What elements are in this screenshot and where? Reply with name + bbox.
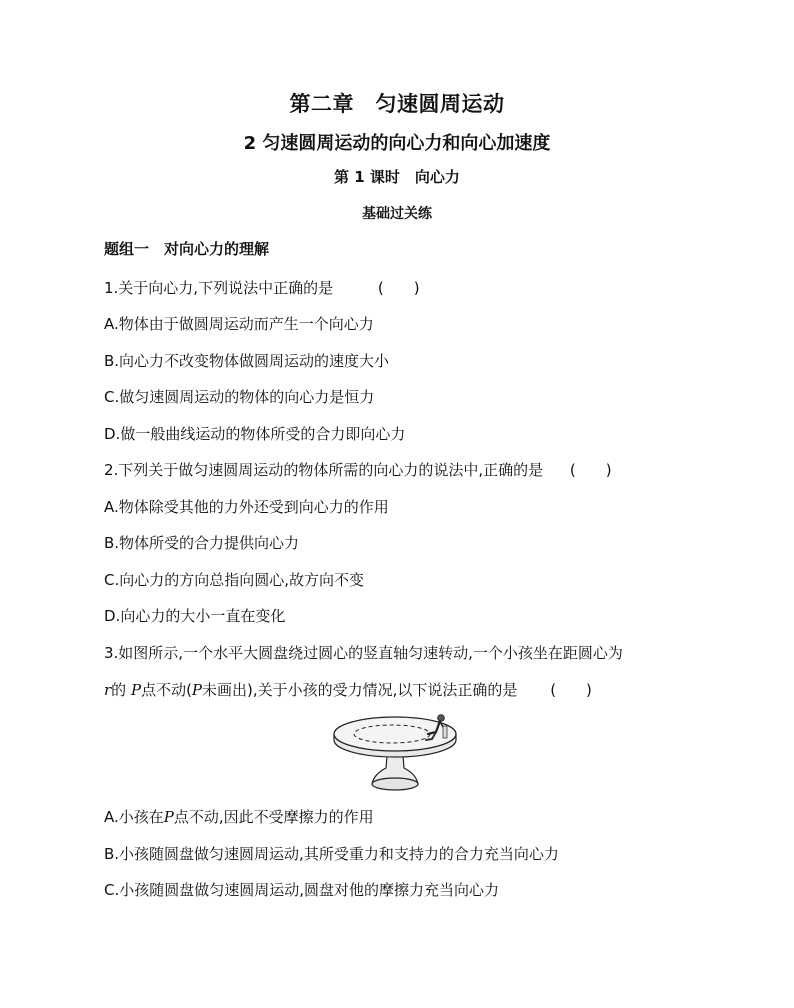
var-r: r bbox=[104, 681, 112, 699]
question-2-text: 2.下列关于做匀速圆周运动的物体所需的向心力的说法中,正确的是 bbox=[104, 461, 544, 479]
question-1-option-a: A.物体由于做圆周运动而产生一个向心力 bbox=[104, 315, 374, 333]
question-3-option-b: B.小孩随圆盘做匀速圆周运动,其所受重力和支持力的合力充当向心力 bbox=[104, 845, 559, 863]
q3-opt-a-suffix: 点不动,因此不受摩擦力的作用 bbox=[173, 808, 374, 826]
section-title: 2 匀速圆周运动的向心力和向心加速度 bbox=[243, 133, 551, 154]
question-1-option-c: C.做匀速圆周运动的物体的向心力是恒力 bbox=[104, 388, 375, 406]
var-p-2: P bbox=[191, 681, 203, 699]
question-1-stem bbox=[104, 277, 420, 298]
question-2-option-a: A.物体除受其他的力外还受到向心力的作用 bbox=[104, 498, 389, 516]
question-1-option-d: D.做一般曲线运动的物体所受的合力即向心力 bbox=[104, 425, 406, 443]
q3-text-a: 的 bbox=[111, 681, 127, 699]
answer-paren: ( ) bbox=[377, 279, 420, 297]
rotating-disc-figure bbox=[330, 712, 460, 794]
question-3-option-c: C.小孩随圆盘做匀速圆周运动,圆盘对他的摩擦力充当向心力 bbox=[104, 881, 500, 899]
q3-opt-a-prefix: A.小孩在 bbox=[104, 808, 164, 826]
q3-text-c: 未画出),关于小孩的受力情况,以下说法正确的是 bbox=[202, 681, 518, 699]
chapter-title: 第二章 匀速圆周运动 bbox=[289, 92, 505, 116]
var-p-3: P bbox=[163, 808, 174, 826]
question-1-option-b: B.向心力不改变物体做圆周运动的速度大小 bbox=[104, 352, 390, 370]
question-3-stem-line1: 3.如图所示,一个水平大圆盘绕过圆心的竖直轴匀速转动,一个小孩坐在距圆心为 bbox=[104, 644, 623, 662]
question-2-stem bbox=[104, 459, 612, 480]
question-3-stem-line2 bbox=[104, 679, 592, 700]
answer-paren: ( ) bbox=[550, 681, 592, 699]
q3-text-b: 点不动( bbox=[141, 681, 192, 699]
answer-paren: ( ) bbox=[569, 461, 612, 479]
question-2-option-c: C.向心力的方向总指向圆心,故方向不变 bbox=[104, 571, 365, 589]
question-3-option-a bbox=[104, 806, 374, 827]
var-p: P bbox=[130, 681, 142, 699]
group-title: 题组一 对向心力的理解 bbox=[104, 240, 270, 258]
question-2-option-b: B.物体所受的合力提供向心力 bbox=[104, 534, 300, 552]
practice-title: 基础过关练 bbox=[362, 206, 432, 222]
lesson-title: 第 1 课时 向心力 bbox=[334, 168, 460, 186]
question-1-text: 1.关于向心力,下列说法中正确的是 bbox=[104, 279, 334, 297]
question-2-option-d: D.向心力的大小一直在变化 bbox=[104, 607, 286, 625]
